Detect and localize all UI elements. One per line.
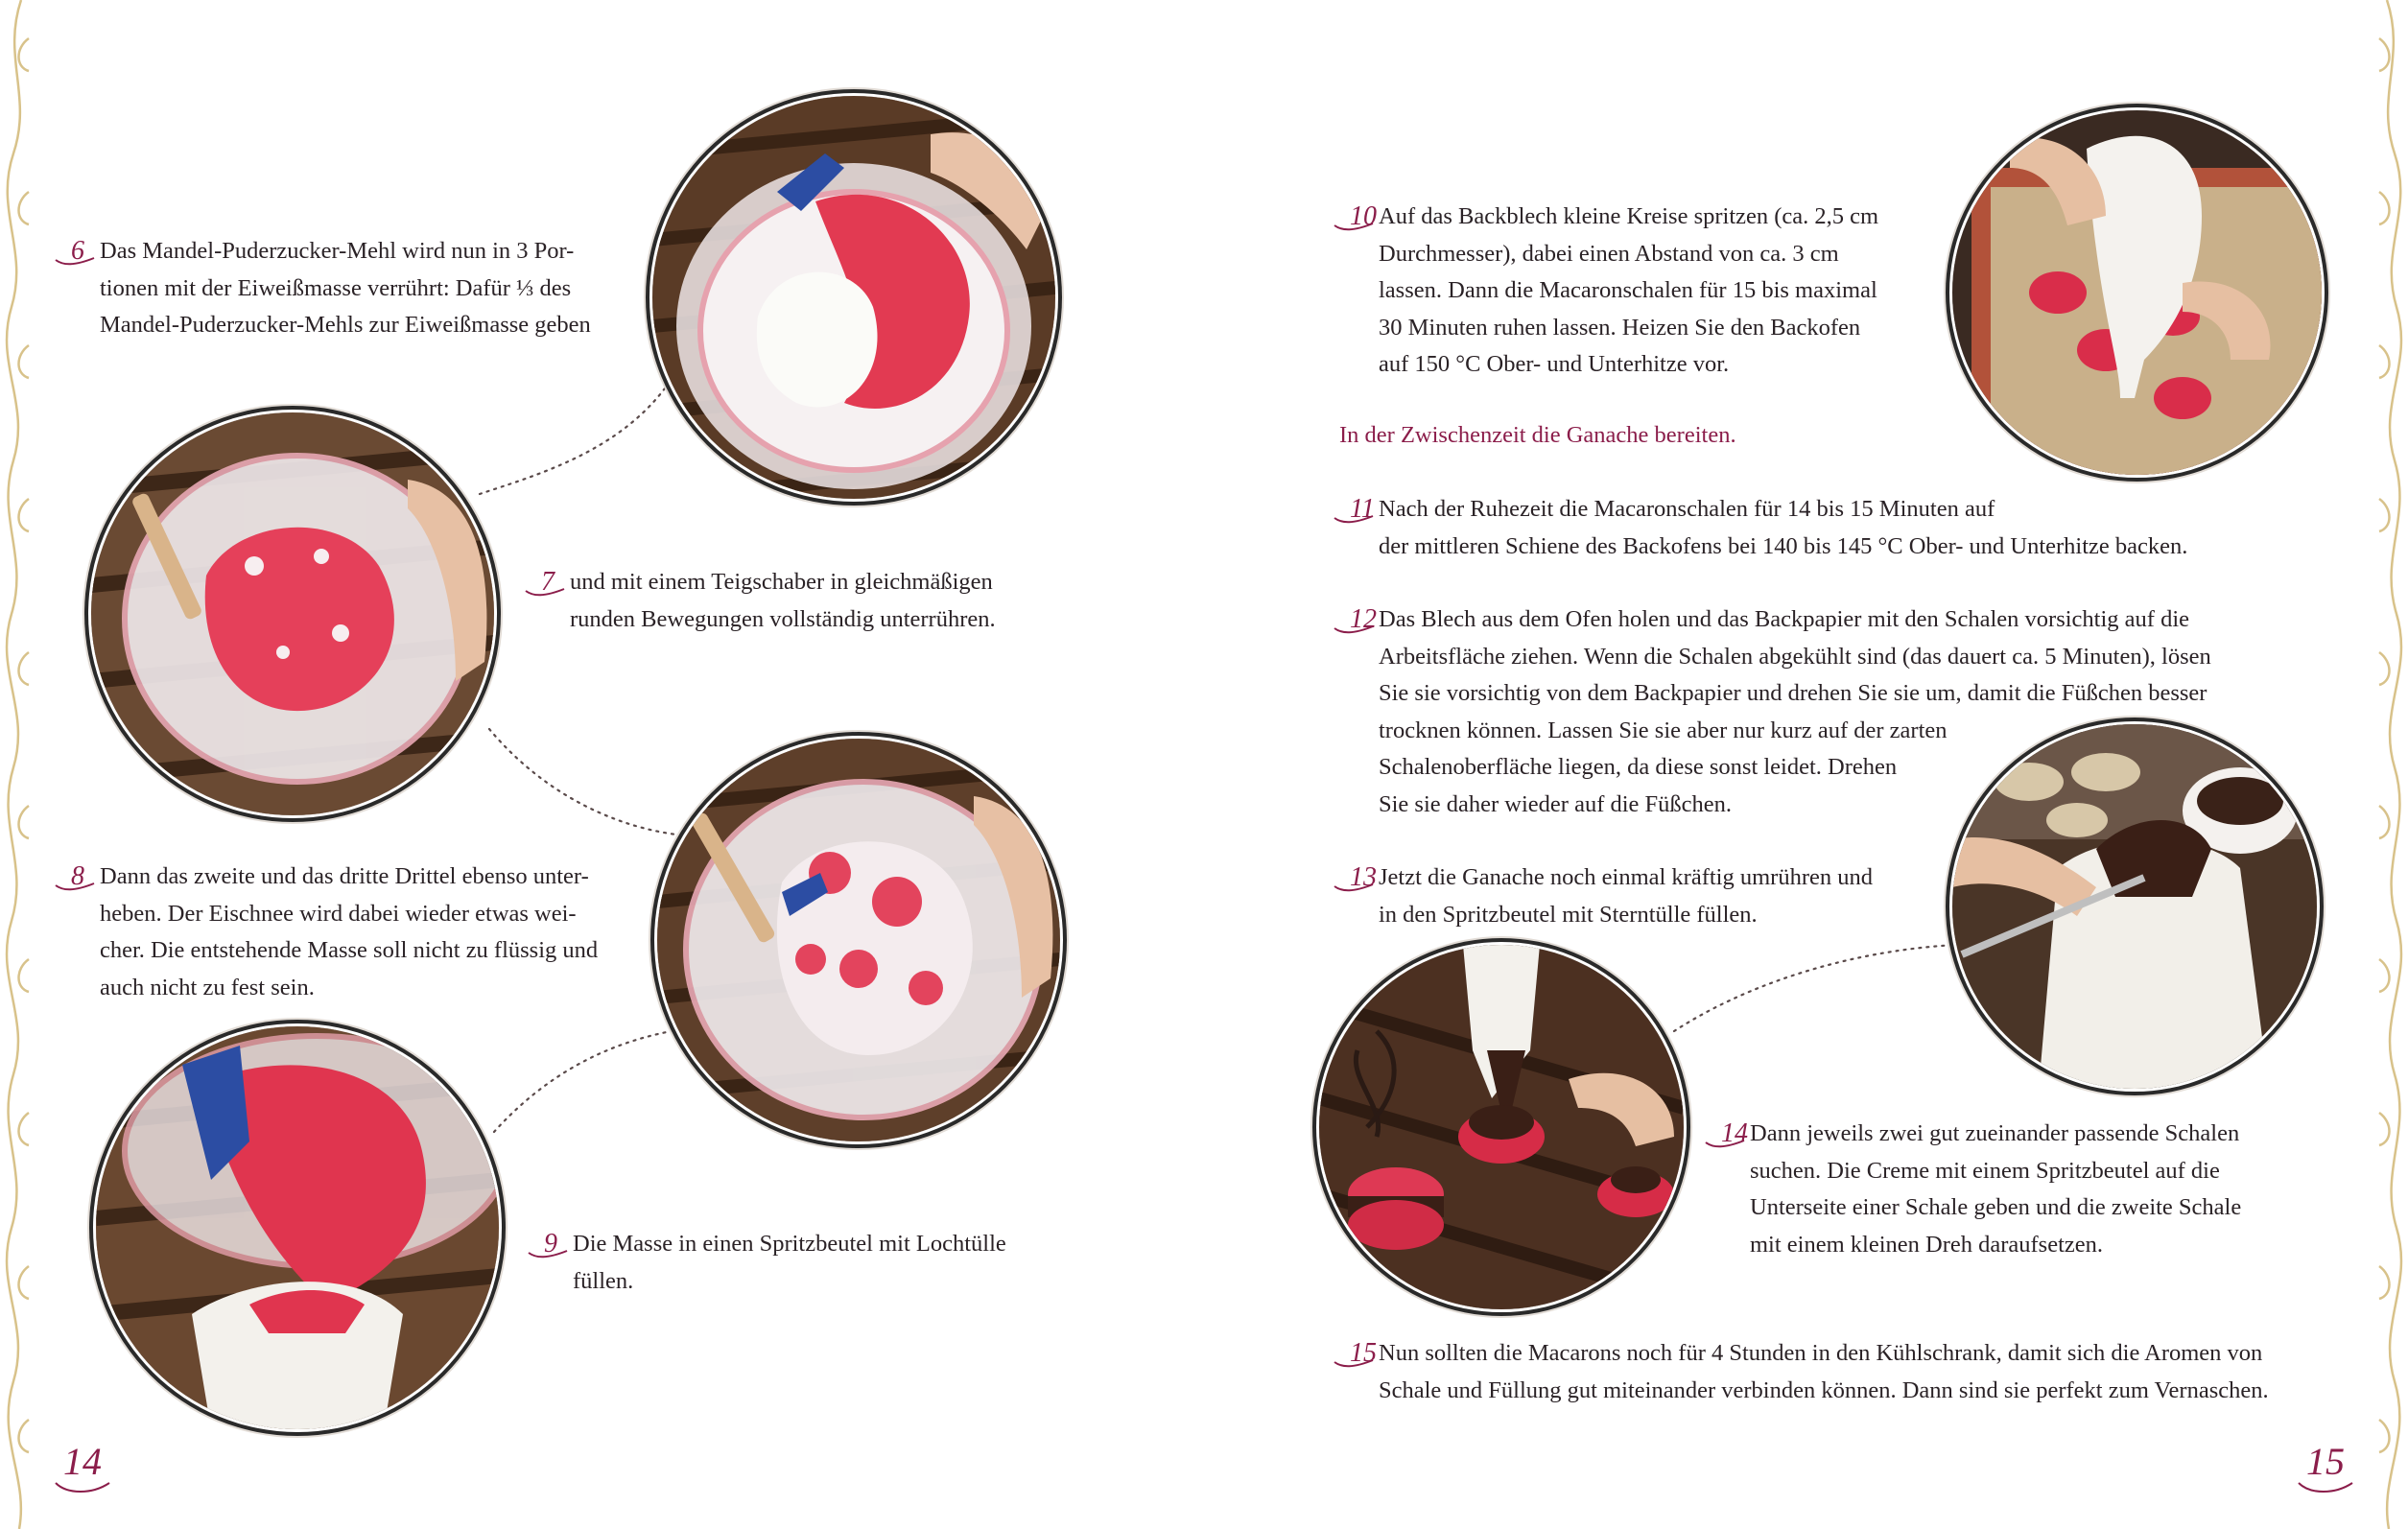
step-12 — [1350, 601, 2357, 823]
step-number: 6 — [71, 236, 84, 266]
step-number: 13 — [1350, 862, 1377, 892]
step-number: 12 — [1350, 604, 1377, 634]
step-number: 15 — [1350, 1338, 1377, 1368]
step-13 — [1350, 859, 1954, 933]
step-number-badge — [54, 859, 92, 897]
page-number-right — [2306, 1439, 2345, 1484]
step-text: Das Mandel-Puderzucker-Mehl wird nun in 3 Por- tionen mit der Eiweißmasse verrührt: Dafür ⅓ des Mandel-Puderzucker-Mehls zur Eiweißmasse geben — [100, 238, 591, 338]
page-number-swash-icon — [2297, 1479, 2354, 1494]
step-7 — [541, 564, 1107, 638]
page-number-swash-icon — [54, 1479, 111, 1494]
page-number-text: 15 — [2306, 1440, 2345, 1483]
page-number-text: 14 — [63, 1440, 102, 1483]
step-number-badge — [524, 564, 562, 602]
step-number-badge — [1333, 199, 1377, 237]
step-8 — [71, 859, 656, 1006]
step-number: 11 — [1350, 494, 1375, 524]
bowl-stirring-photo — [91, 412, 494, 815]
step-text: Nun sollten die Macarons noch für 4 Stunden in den Kühlschrank, damit sich die Aromen von Schale und Füllung gut miteinander verbinden können. Dann sind sie perfekt zum Vernaschen. — [1379, 1340, 2269, 1403]
step-14 — [1721, 1116, 2345, 1263]
step-text: Dann jeweils zwei gut zueinander passende Schalen suchen. Die Creme mit einem Spritzbeutel auf die Unterseite einer Schale geben und die zweite Schale mit einem kleinen Dreh daraufsetzen. — [1750, 1120, 2242, 1258]
bowl-flour-batter-photo — [652, 96, 1055, 499]
step-text: Jetzt die Ganache noch einmal kräftig umrühren und in den Spritzbeutel mit Sterntülle füllen. — [1379, 864, 1873, 928]
step-11 — [1350, 491, 2357, 565]
step-text: Das Blech aus dem Ofen holen und das Backpapier mit den Schalen vorsichtig auf die Arbeitsfläche ziehen. Wenn die Schalen abgekühlt sind (das dauert ca. 5 Minuten), lösen Sie sie vorsichtig von dem Backpapier und drehen Sie sie um, damit die Füßchen besser trocknen können. Lassen Sie sie aber nur kurz auf der zarten Schalenoberfläche liegen, da diese sonst leidet. Drehen Sie sie daher wieder auf die Füßchen. — [1379, 606, 2211, 817]
step-number: 9 — [544, 1229, 557, 1258]
step-number-badge — [1333, 601, 1377, 640]
step-text: Dann das zweite und das dritte Drittel ebenso unter- heben. Der Eischnee wird dabei wieder etwas wei- cher. Die entstehende Masse soll nicht zu flüssig und auch nicht zu fest sein. — [100, 863, 599, 1000]
step-number-badge — [1333, 1335, 1377, 1374]
step-number: 8 — [71, 861, 84, 891]
piping-circles-photo — [1952, 110, 2322, 475]
step-6 — [71, 233, 656, 344]
step-number-badge — [54, 233, 92, 271]
ganache-note: In der Zwischenzeit die Ganache bereiten. — [1339, 422, 1736, 448]
step-15 — [1350, 1335, 2367, 1409]
filling-macarons-photo — [1319, 945, 1684, 1309]
bowl-folding-photo — [657, 739, 1060, 1141]
step-text: und mit einem Teigschaber in gleichmäßigen runden Bewegungen vollständig unterrühren. — [570, 569, 996, 632]
step-9 — [544, 1226, 1110, 1300]
step-text: Nach der Ruhezeit die Macaronschalen für 14 bis 15 Minuten auf der mittleren Schiene des Backofens bei 140 bis 145 °C Ober- und Unterhitze backen. — [1379, 496, 2188, 559]
step-number: 14 — [1721, 1118, 1748, 1148]
step-number-badge — [1704, 1116, 1748, 1154]
step-10 — [1350, 199, 1954, 384]
step-number: 10 — [1350, 201, 1377, 231]
step-text: Auf das Backblech kleine Kreise spritzen (ca. 2,5 cm Durchmesser), dabei einen Abstand von ca. 3 cm lassen. Dann die Macaronschalen für 15 bis maximal 30 Minuten ruhen lassen. Heizen Sie den Backofen auf 150 °C Ober- und Unterhitze vor. — [1379, 203, 1879, 377]
step-number-badge — [1333, 491, 1375, 529]
step-number-badge — [1333, 859, 1377, 898]
step-text: Die Masse in einen Spritzbeutel mit Lochtülle füllen. — [573, 1231, 1006, 1294]
step-number-badge — [527, 1226, 565, 1264]
page-number-left — [63, 1439, 102, 1484]
step-number: 7 — [541, 567, 555, 597]
piping-bag-fill-photo — [96, 1026, 499, 1429]
